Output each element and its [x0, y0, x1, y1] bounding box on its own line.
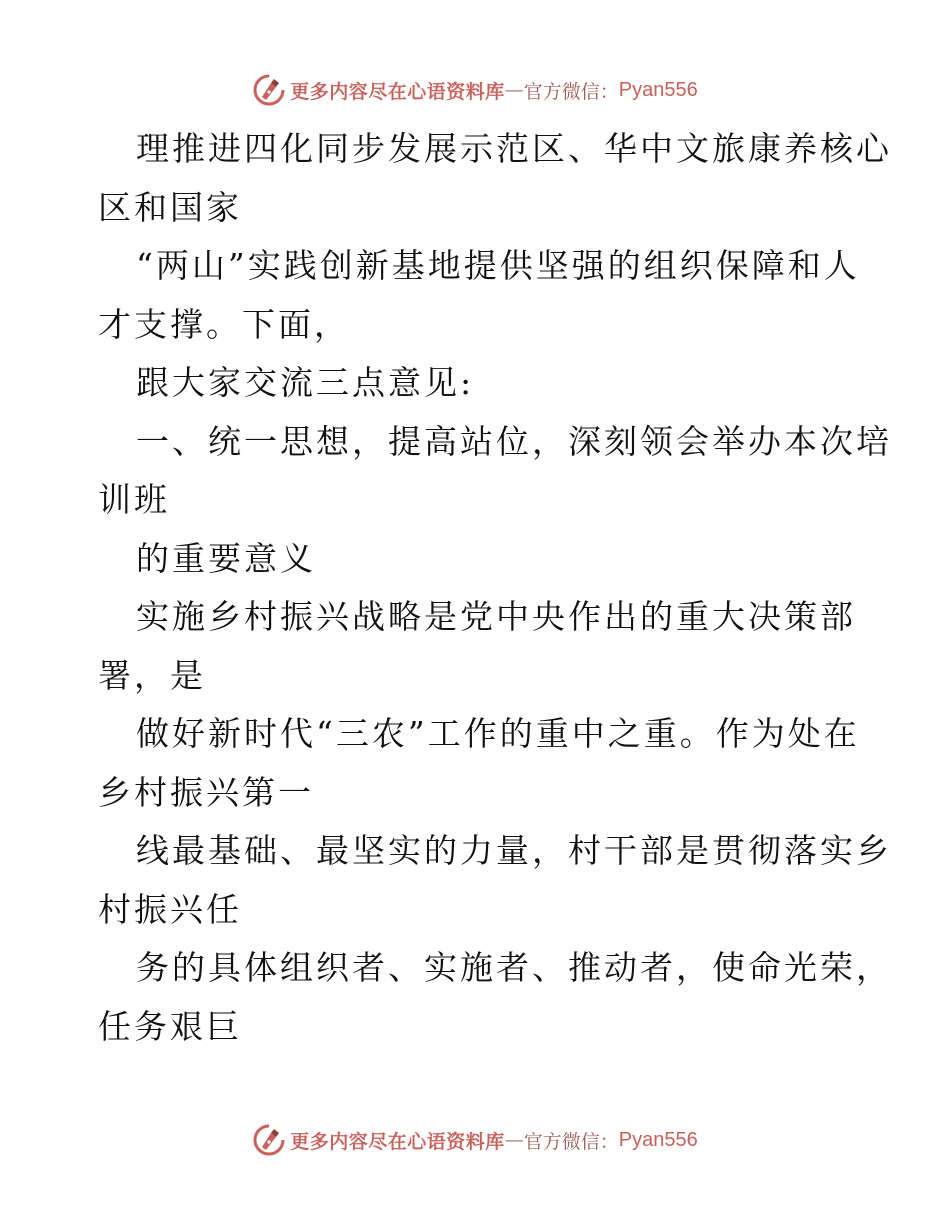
text-line: 线最基础、最坚实的力量，村干部是贯彻落实乡	[136, 831, 892, 870]
watermark-wechat-id: Pyan556	[618, 1128, 698, 1151]
section-heading: 训班	[98, 480, 170, 519]
watermark-wechat-label: 官方微信：	[523, 80, 619, 103]
text-line: 乡村振兴第一	[98, 772, 314, 812]
document-body	[98, 120, 892, 1056]
section-heading: 一、统一思想，提高站位，深刻领会举办本次培	[136, 421, 892, 461]
text-line: 务的具体组织者、实施者、推动者，使命光荣，	[136, 948, 892, 987]
text-line: 村振兴任	[98, 889, 242, 929]
header-watermark	[0, 70, 950, 110]
section-heading: 的重要意义	[136, 538, 316, 578]
pen-nib-logo-icon	[252, 1123, 286, 1157]
footer-watermark	[0, 1120, 950, 1160]
text-line: 任务艰巨	[98, 1006, 242, 1046]
text-line: 理推进四化同步发展示范区、华中文旅康养核心	[136, 129, 892, 168]
watermark-wechat-id: Pyan556	[618, 78, 698, 101]
watermark-text: 更多内容尽在心语资料库	[290, 80, 505, 103]
watermark-separator: —	[504, 79, 524, 101]
pen-nib-logo-icon	[252, 73, 286, 107]
watermark-wechat-label: 官方微信：	[523, 1130, 619, 1153]
text-line: 区和国家	[98, 187, 242, 227]
text-line: 做好新时代“三农”工作的重中之重。作为处在	[136, 714, 860, 753]
text-line: 跟大家交流三点意见:	[136, 363, 475, 402]
text-line: 署，是	[98, 655, 206, 695]
text-line: 实施乡村振兴战略是党中央作出的重大决策部	[136, 597, 856, 636]
watermark-text: 更多内容尽在心语资料库	[290, 1130, 505, 1153]
text-line: “两山”实践创新基地提供坚强的组织保障和人	[136, 246, 860, 285]
watermark-separator: —	[504, 1129, 524, 1151]
text-line: 才支撑。下面，	[98, 304, 350, 344]
